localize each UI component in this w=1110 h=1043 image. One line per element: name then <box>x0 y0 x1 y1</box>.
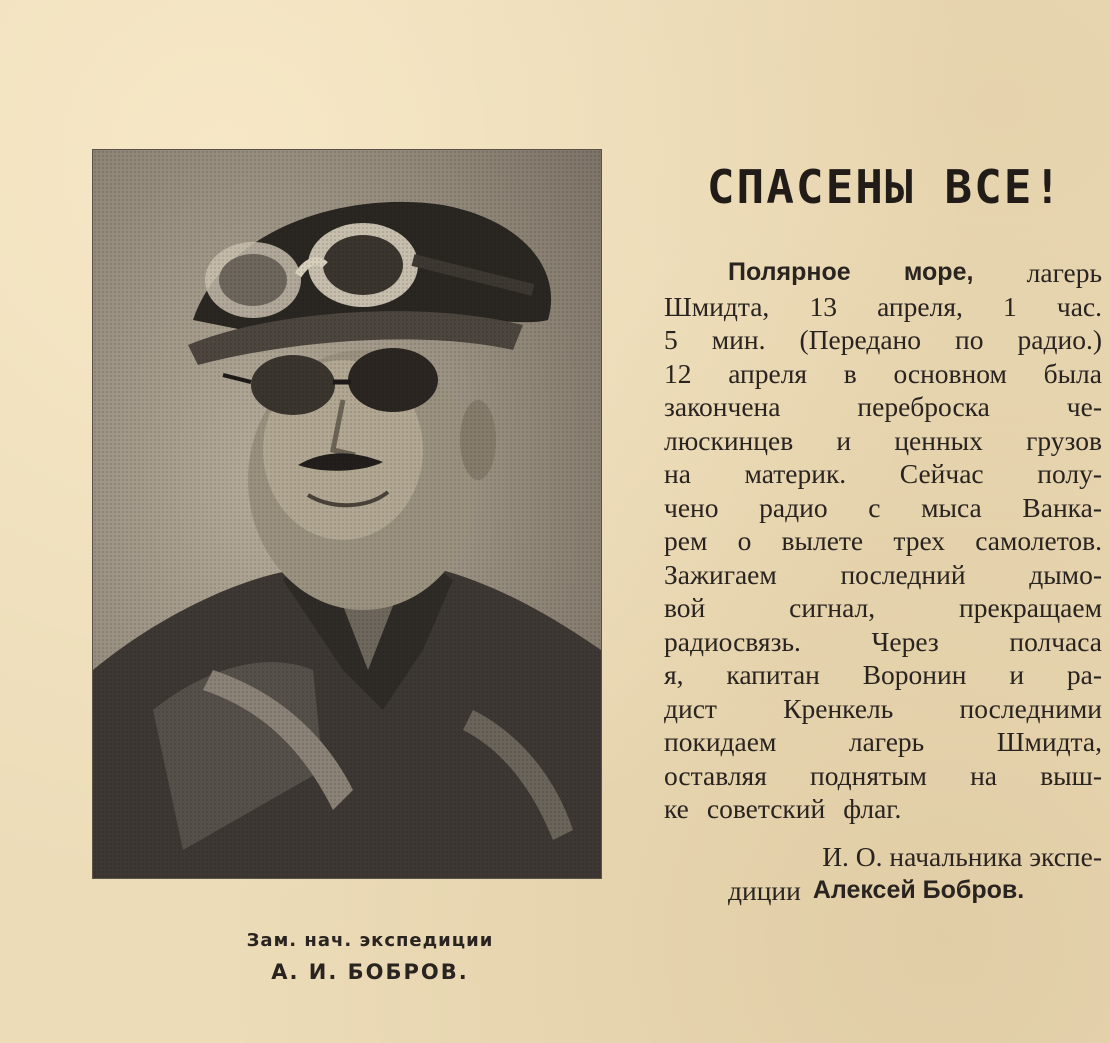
article-word: полу- <box>1037 458 1102 489</box>
article-word: трех <box>893 525 946 556</box>
signature-title: И. О. начальника экспе- <box>822 841 1102 872</box>
article-word: лагерь <box>1026 257 1102 288</box>
article-word: грузов <box>1026 424 1102 456</box>
article-word: вой <box>664 592 706 623</box>
article-word: Воронин <box>862 659 967 690</box>
article-word: вылете <box>781 525 864 556</box>
article-line <box>664 323 1102 357</box>
article-line <box>664 357 1102 391</box>
article-word: ценных <box>894 424 983 456</box>
article-word: по <box>955 324 984 355</box>
article-word: лагерь <box>848 726 925 757</box>
article-word: капитан <box>726 659 820 690</box>
article-word: радиосвязь. <box>664 625 801 657</box>
article-word: была <box>1043 357 1102 389</box>
article-line <box>664 457 1102 491</box>
article-word: 1 <box>1002 290 1017 322</box>
article-line <box>664 625 1102 659</box>
article-word: флаг. <box>843 793 902 824</box>
article-word: и <box>1009 659 1025 690</box>
article-line <box>664 692 1102 726</box>
article-word: я, <box>664 659 684 690</box>
article-word: на <box>970 759 998 791</box>
article-word: 13 <box>809 290 837 322</box>
article-word: советский <box>706 793 826 824</box>
article-line <box>664 658 1102 692</box>
article-word: радио.) <box>1017 324 1102 355</box>
article-word: Ванка- <box>1022 491 1102 523</box>
article-word: переброска <box>857 391 990 422</box>
article-word: ке <box>664 793 689 824</box>
article-line <box>664 390 1102 424</box>
signature-line <box>664 840 1102 874</box>
photo-caption-name: А. И. БОБРОВ. <box>271 960 469 984</box>
article-word: на <box>664 458 691 489</box>
article-line <box>664 591 1102 625</box>
article-body <box>664 256 1102 826</box>
article-word: о <box>737 525 752 556</box>
article-word: (Передано <box>799 324 922 355</box>
article-word: дист <box>664 692 717 724</box>
article-word: последний <box>840 558 966 590</box>
article-line <box>664 524 1102 558</box>
article-word: апреля <box>728 357 808 389</box>
article-word: сигнал, <box>789 592 876 623</box>
signature-title-end: диции <box>728 874 801 906</box>
article-line <box>664 792 1102 826</box>
article-word: Полярное <box>728 258 851 286</box>
article-word: полчаса <box>1009 625 1102 657</box>
article-word: радио <box>759 491 828 523</box>
article-word: и <box>836 424 852 456</box>
article-word: закончена <box>664 391 781 422</box>
article-word: поднятым <box>810 759 927 791</box>
article-word: материк. <box>744 458 847 489</box>
article-word: с <box>868 491 881 523</box>
article-word: Шмидта, <box>996 726 1102 757</box>
article-headline: СПАСЕНЫ ВСЕ! <box>706 160 1064 214</box>
article-word: мин. <box>711 324 766 355</box>
article-word: чено <box>664 491 719 523</box>
article-line <box>664 491 1102 525</box>
article-word: рем <box>664 525 708 556</box>
article-line <box>664 558 1102 592</box>
article-word: покидаем <box>664 726 777 757</box>
article-word: ра- <box>1066 659 1102 690</box>
article-word: 5 <box>664 324 678 355</box>
article-word: люскинцев <box>664 424 794 456</box>
article-word: 12 <box>664 357 692 389</box>
article-word: час. <box>1056 290 1102 322</box>
article-word: апреля, <box>877 290 963 322</box>
article-word: последними <box>959 692 1102 724</box>
article-line <box>664 725 1102 759</box>
article-word: самолетов. <box>975 525 1102 556</box>
article-line <box>664 290 1102 324</box>
article-word: дымо- <box>1029 558 1102 590</box>
signature-name: Алексей Бобров. <box>812 875 1025 904</box>
article-signature <box>664 840 1102 907</box>
photo-caption-title: Зам. нач. экспедиции <box>246 930 494 951</box>
article-word: оставляя <box>664 759 767 791</box>
article-word: Через <box>871 625 939 657</box>
article-line <box>664 424 1102 458</box>
portrait-photo-illustration <box>93 150 601 878</box>
article-word: Шмидта, <box>664 290 770 322</box>
article-word: че- <box>1066 391 1102 422</box>
article-word: выш- <box>1040 759 1102 791</box>
article-word: море, <box>903 258 974 286</box>
signature-line <box>664 874 1102 908</box>
article-word: Зажигаем <box>664 558 777 590</box>
article-word: прекращаем <box>959 592 1102 623</box>
article-line <box>664 759 1102 793</box>
article-word: основном <box>893 357 1007 389</box>
article-word: Сейчас <box>899 458 984 489</box>
article-word: в <box>843 357 857 389</box>
article-word: Кренкель <box>783 692 894 724</box>
article-word: мыса <box>921 491 982 523</box>
article-line <box>664 256 1102 290</box>
portrait-photo <box>93 150 601 878</box>
